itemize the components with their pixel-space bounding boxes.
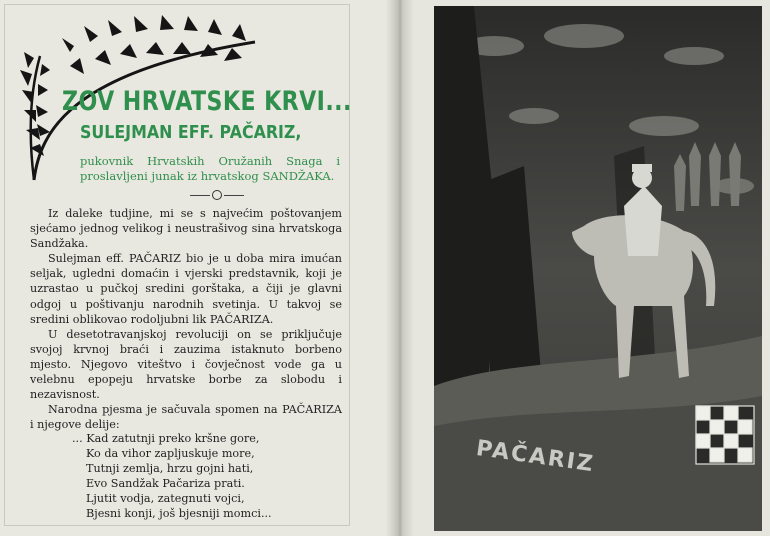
article-body (30, 206, 342, 432)
poem-line: Ko da vihor zapljuskuje more, (86, 447, 255, 461)
book-gutter (386, 0, 414, 536)
poem-line: Ljutit vodja, zategnuti vojci, (86, 492, 245, 506)
separator (190, 190, 244, 200)
paragraph: Narodna pjesma je sačuvala spomen na PAČARIZA i njegove delije: (30, 403, 342, 432)
subtitle-name: SULEJMAN EFF. PAČARIZ, (80, 122, 302, 143)
poem-line: Tutnji zemlja, hrzu gojni hati, (86, 462, 254, 476)
page-title: ZOV HRVATSKE KRVI... (62, 86, 352, 117)
poem-line: ... Kad zatutnji preko kršne gore, (72, 432, 260, 445)
paragraph: Sulejman eff. PAČARIZ bio je u doba mira imućan seljak, ugledni domaćin i vjerski predstavnik, koji je uzrastao u pučkoj sredini gorštaka, a čiji je glavni odgoj u poštivanju narodnih svetinja. U takvoj se sredini oblikovao rodoljubni lik PAČARIZA. (30, 252, 342, 326)
illustration-caption: PAČARIZ (474, 436, 597, 478)
poem-line: Bjesni konji, još bjesniji momci... (86, 507, 272, 521)
separator-circle-icon (212, 190, 222, 200)
paragraph: Iz dalеke tudjine, mi se s najvećim poštovanjem sjećamo jednog velikog i neustrašivog sina hrvatskoga Sandžaka. (30, 207, 342, 251)
poem-verses (72, 431, 272, 522)
paragraph: U desetotravanjskoj revoluciji on se priključuje svojoj krvnoj braći i zauzima istaknuto borbeno mjesto. Njegovo viteštvo i čovječnost vode ga u velebnu epopeju hrvatske borbe za slobodu i nezavisnost. (30, 327, 342, 402)
intro-text: pukovnik Hrvatskih Oružanih Snaga i proslavljeni junak iz hrvatskog SANDŽAKA. (80, 154, 340, 183)
poem-line: Evo Sandžak Pačariza prati. (86, 477, 245, 491)
